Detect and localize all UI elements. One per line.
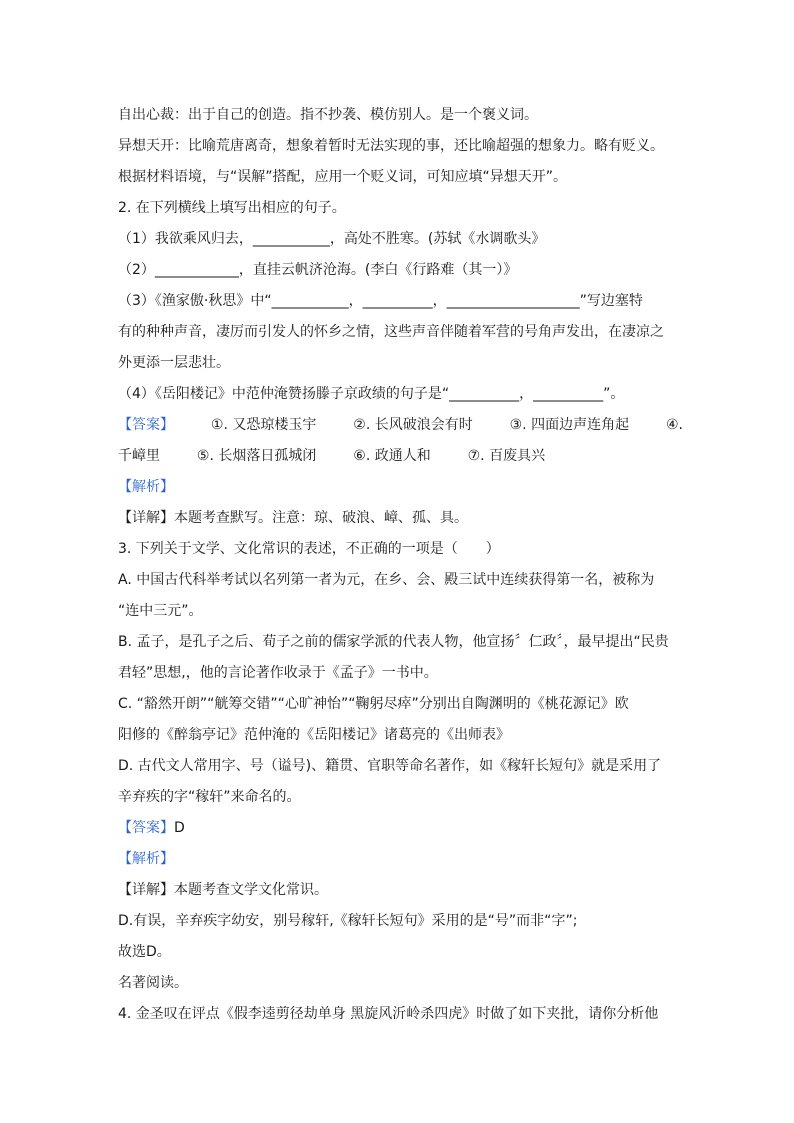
text-line: D.有误，辛弃疾字幼安，别号稼轩,《稼轩长短句》采用的是“号”而非“字”; xyxy=(118,913,578,929)
text-line: 根据材料语境，与“误解”搭配，应用一个贬义词，可知应填“异想天开”。 xyxy=(118,169,568,185)
option-b: B. 孟子，是孔子之后、荀子之前的儒家学派的代表人物，他宣扬〞仁政〞，最早提出“民贵 xyxy=(118,634,669,650)
question-2-item-3: （3）《渔家傲·秋思》中“___________，__________，___________________”写边塞特 xyxy=(118,293,643,309)
question-2-stem: 2. 在下列横线上填写出相应的句子。 xyxy=(118,200,346,216)
text-line: 名著阅读。 xyxy=(118,975,188,991)
text-line: 有的种种声音，凄厉而引发人的怀乡之情，这些声音伴随着军营的号角声发出，在凄凉之 xyxy=(118,324,664,340)
answer-value: D xyxy=(174,820,185,836)
answer-line xyxy=(118,813,678,844)
question-3-stem: 3. 下列关于文学、文化常识的表述，不正确的一项是（ ） xyxy=(118,541,500,557)
text-line: 自出心裁：出于自己的创造。指不抄袭、模仿别人。是一个褒义词。 xyxy=(118,107,538,123)
detail-text: 本题考查文学文化常识。 xyxy=(174,882,328,898)
option-b-cont: 君轻”思想,，他的言论著作收录于《孟子》一书中。 xyxy=(118,665,438,681)
analysis-label-line xyxy=(118,472,678,503)
detail-text: 本题考查默写。注意：琼、破浪、嶂、孤、具。 xyxy=(174,510,468,526)
answer-line xyxy=(118,410,683,441)
option-c-cont: 阳修的《醉翁亭记》范仲淹的《岳阳楼记》诸葛亮的《出师表》 xyxy=(118,727,510,743)
answer-item: ④. xyxy=(665,417,683,433)
detail-line xyxy=(118,875,678,906)
detail-label: 【详解】 xyxy=(118,882,174,898)
detail-label: 【详解】 xyxy=(118,510,174,526)
option-d: D. 古代文人常用字、号（谥号)、籍贯、官职等命名著作，如《稼轩长短句》就是采用了 xyxy=(118,758,662,774)
detail-line xyxy=(118,503,678,534)
option-d-cont: 辛弃疾的字“稼轩”来命名的。 xyxy=(118,789,301,805)
text-line: 外更添一层悲壮。 xyxy=(118,355,230,371)
text-line: 异想天开：比喻荒唐离奇，想象着暂时无法实现的事，还比喻超强的想象力。略有贬义。 xyxy=(118,138,664,154)
answer-label: 【答案】 xyxy=(118,820,174,836)
answer-label: 【答案】 xyxy=(118,417,174,433)
answer-item: ⑥. 政通人和 xyxy=(353,448,431,464)
question-2-item-2: （2）____________，直挂云帆济沧海。(李白《行路难（其一）》 xyxy=(118,262,518,278)
answer-item: ⑦. 百废具兴 xyxy=(467,448,546,464)
answer-item: ③. 四面边声连角起 xyxy=(509,417,630,433)
answer-item: 千嶂里 xyxy=(118,448,160,464)
question-2-item-1: （1）我欲乘风归去，___________，高处不胜寒。(苏轼《水调歌头》 xyxy=(118,231,546,247)
answer-item: ①. 又恐琼楼玉宇 xyxy=(210,417,317,433)
option-a-cont: “连中三元”。 xyxy=(118,603,203,619)
text-line: 故选D。 xyxy=(118,944,171,960)
analysis-label-line xyxy=(118,844,678,875)
option-a: A. 中国古代科举考试以名列第一者为元，在乡、会、殿三试中连续获得第一名，被称为 xyxy=(118,572,655,588)
question-4-stem: 4. 金圣叹在评点《假李逵剪径劫单身 黑旋风沂岭杀四虎》时做了如下夹批，请你分析他 xyxy=(118,1006,659,1022)
document-page xyxy=(118,100,683,1030)
answer-item: ⑤. 长烟落日孤城闭 xyxy=(196,448,317,464)
answer-item: ②. 长风破浪会有时 xyxy=(353,417,473,433)
question-2-item-4: （4）《岳阳楼记》中范仲淹赞扬滕子京政绩的句子是“__________，__________”。 xyxy=(118,386,625,402)
analysis-label: 【解析】 xyxy=(118,851,174,867)
analysis-label: 【解析】 xyxy=(118,479,174,495)
answer-line xyxy=(118,441,678,472)
option-c: C. “豁然开朗”“觥筹交错”“心旷神怡”“鞠躬尽瘁”分别出自陶渊明的《桃花源记》欧 xyxy=(118,696,629,712)
